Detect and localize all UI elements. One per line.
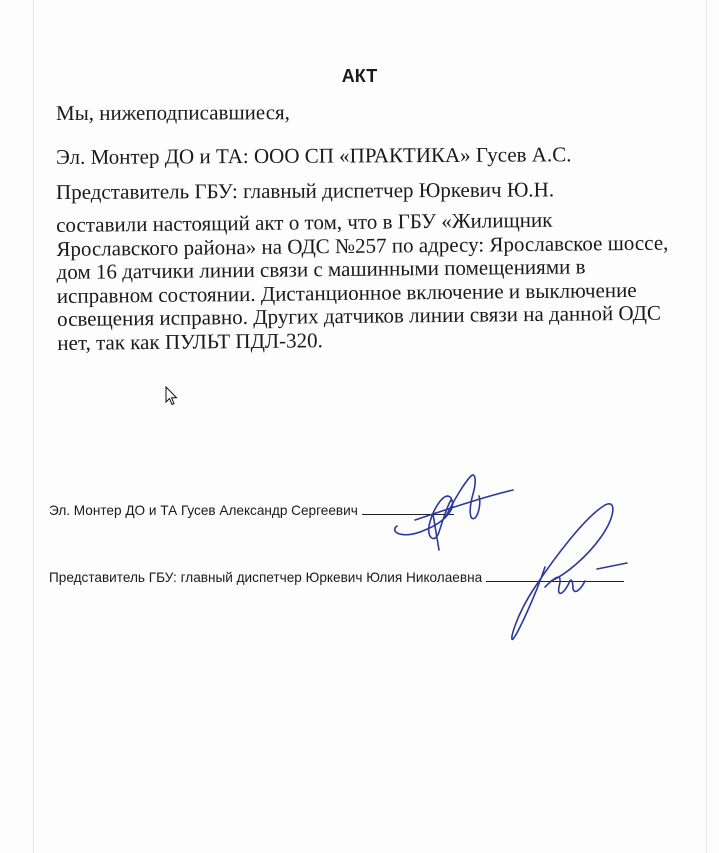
party-2-line: Представитель ГБУ: главный диспетчер Юркевич Ю.Н. (55, 177, 555, 204)
scan-edge-left (33, 0, 34, 853)
signature-2-scribble (505, 497, 635, 652)
party-1-line: Эл. Монтер ДО и ТА: ООО СП «ПРАКТИКА» Гусев А.С. (55, 142, 572, 169)
signature-1-scribble (385, 468, 520, 558)
body-line: освещения исправно. Других датчиков линии связи на данной ОДС (56, 301, 662, 332)
act-body (56, 207, 697, 355)
signature-1-label: Эл. Монтер ДО и ТА Гусев Александр Сергеевич (49, 503, 358, 518)
signature-2-label: Представитель ГБУ: главный диспетчер Юркевич Юлия Николаевна (49, 570, 483, 585)
intro-line: Мы, нижеподписавшиеся, (55, 100, 290, 125)
body-line: дом 16 датчики линии связи с машинными помещениями в (56, 254, 586, 285)
body-line: составили настоящий акт о том, что в ГБУ «Жилищник (55, 207, 553, 237)
document-title: АКТ (341, 66, 378, 86)
mouse-cursor-icon (165, 386, 178, 412)
scan-edge-right (706, 0, 707, 853)
body-line: исправном состоянии. Дистанционное включение и выключение (56, 277, 637, 308)
body-line: Ярославского района» на ОДС №257 по адресу: Ярославское шоссе, (56, 230, 669, 261)
body-line: нет, так как ПУЛЬТ ПДЛ-320. (57, 328, 323, 355)
